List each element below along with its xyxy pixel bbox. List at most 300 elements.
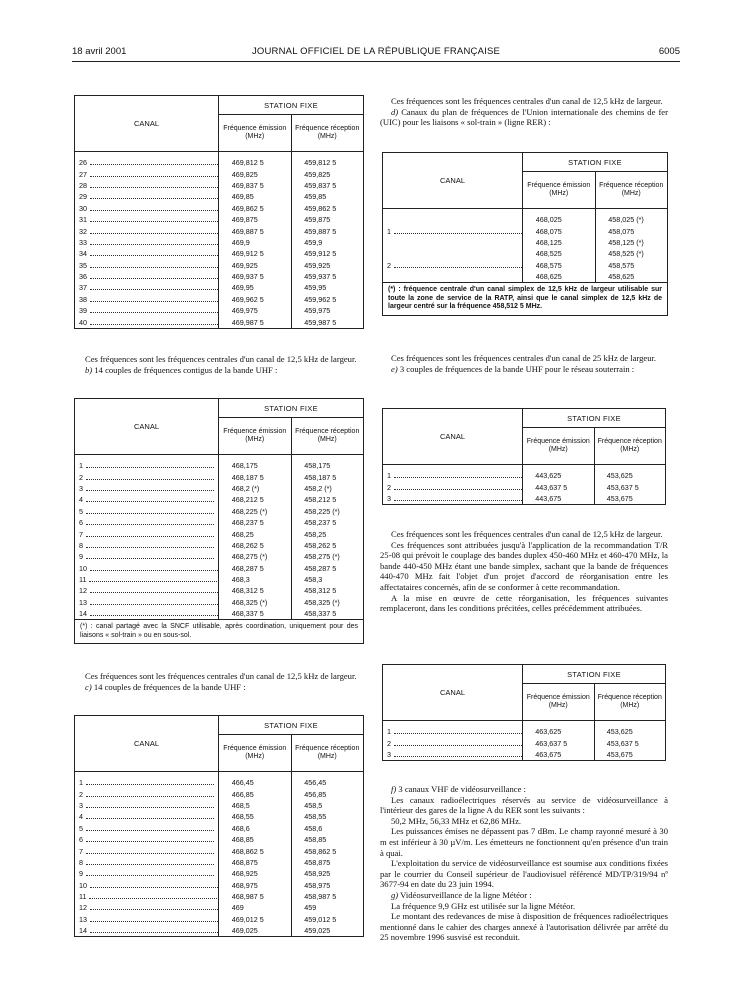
reception-cell (291, 788, 364, 799)
dot-leader (90, 181, 218, 188)
table-row (75, 506, 364, 517)
emission-cell (219, 902, 292, 913)
emission-cell (219, 248, 292, 259)
canal-cell (75, 891, 219, 902)
reception-frequency: 458,987 5 (304, 892, 337, 902)
canal-header: CANAL (75, 399, 219, 455)
table-row (75, 880, 364, 891)
canal-number: 28 (79, 180, 87, 190)
reception-frequency: 458,337 5 (304, 609, 337, 619)
section-letter: e) (391, 363, 398, 374)
paragraph: Ces fréquences sont les fréquences centrales d'un canal de 12,5 kHz de largeur. (391, 96, 663, 106)
reception-frequency: 458,3 (304, 575, 323, 585)
reception-cell (594, 749, 666, 761)
reception-cell (291, 294, 364, 305)
page-header (72, 46, 680, 60)
reception-cell (291, 857, 364, 868)
table-row (75, 608, 364, 620)
canal-number: 6 (79, 835, 83, 845)
canal-number: 40 (79, 317, 87, 327)
dot-leader (90, 564, 218, 571)
reception-frequency: 458,625 (608, 272, 635, 282)
canal-header: CANAL (383, 153, 523, 209)
emission-frequency: 468,625 (535, 272, 562, 282)
reception-cell (291, 168, 364, 179)
reception-frequency: 453,675 (606, 493, 633, 503)
emission-cell (219, 597, 292, 608)
canal-number: 34 (79, 249, 87, 259)
paragraph: Ces fréquences sont les fréquences centrales d'un canal de 12,5 kHz de largeur. (85, 354, 357, 364)
reception-frequency: 458,175 (304, 461, 331, 471)
emission-frequency: 443,637 5 (535, 482, 568, 492)
table-row (75, 180, 364, 191)
canal-number: 13 (79, 914, 87, 924)
reception-frequency: 458,225 (*) (304, 506, 340, 516)
emission-cell (219, 203, 292, 214)
emission-cell (523, 237, 596, 248)
emission-cell (219, 925, 292, 937)
emission-frequency: 468,975 (231, 880, 258, 890)
canal-number: 7 (79, 529, 83, 539)
emission-frequency: 469,837 5 (231, 180, 264, 190)
canal-cell (75, 868, 219, 879)
canal-cell (75, 834, 219, 845)
canal-number: 10 (79, 563, 87, 573)
section-letter: f) (391, 784, 397, 794)
emission-frequency: 468,125 (535, 237, 562, 247)
reception-frequency: 459,95 (304, 283, 327, 293)
emission-frequency: 468,187 5 (231, 472, 264, 482)
emission-frequency: 469,987 5 (231, 317, 264, 327)
dot-leader (90, 598, 218, 605)
reception-cell (291, 237, 364, 248)
emission-frequency: 468,6 (231, 823, 250, 833)
reception-cell (291, 248, 364, 259)
reception-frequency: 453,675 (606, 749, 633, 759)
dot-leader (90, 881, 218, 888)
emission-frequency: 469 (231, 903, 244, 913)
dot-leader (86, 869, 214, 876)
canal-cell (75, 168, 219, 179)
reception-cell (291, 214, 364, 225)
section-g-heading (380, 890, 668, 901)
table-row (383, 737, 666, 748)
reception-frequency: 458,575 (608, 260, 635, 270)
emission-cell (219, 868, 292, 879)
canal-cell (383, 737, 523, 748)
table-row (75, 494, 364, 505)
reception-frequency: 458,6 (304, 823, 323, 833)
canal-cell (75, 597, 219, 608)
canal-number: 7 (79, 846, 83, 856)
canal-cell (75, 585, 219, 596)
emission-frequency: 468,85 (231, 835, 254, 845)
reception-cell (291, 914, 364, 925)
canal-number: 1 (79, 461, 83, 471)
paragraph: A la mise en œuvre de cette réorganisation, les fréquences suivantes remplaceront, dans les conditions précitées, celles précédemment attribuées. (380, 592, 668, 614)
canal-cell (75, 925, 219, 937)
emission-frequency: 443,675 (535, 493, 562, 503)
reception-frequency: 453,637 5 (606, 738, 639, 748)
canal-cell (75, 294, 219, 305)
canal-number: 31 (79, 215, 87, 225)
canal-number: 5 (79, 506, 83, 516)
emission-frequency: 443,625 (535, 471, 562, 481)
table-row (75, 483, 364, 494)
table-d-footnote: (*) : fréquence centrale d'un canal simplex de 12,5 kHz de largeur utilisable sur toute la zone de service de la RATP, ainsi que le canal simplex de 12,5 kHz de largeur centré sur la fréquence 458,512 5 MHz. (383, 283, 668, 316)
emission-cell (219, 180, 292, 191)
emission-header: Fréquence émission (MHz) (219, 735, 292, 772)
canal-cell (75, 180, 219, 191)
reception-frequency: 459,825 (304, 169, 331, 179)
dot-leader (394, 727, 522, 734)
reception-cell (291, 483, 364, 494)
emission-cell (523, 737, 595, 748)
header-rule (72, 61, 680, 62)
reception-frequency: 458,875 (304, 857, 331, 867)
reception-frequency: 459,875 (304, 215, 331, 225)
emission-cell (219, 608, 292, 620)
reception-frequency: 458,125 (*) (608, 237, 644, 247)
table-row (75, 225, 364, 236)
emission-frequency: 468,287 5 (231, 563, 264, 573)
reception-frequency: 459,987 5 (304, 317, 337, 327)
table-row (75, 528, 364, 539)
paragraph: La fréquence 9,9 GHz est utilisée sur la ligne Météor. (391, 900, 575, 911)
canal-number: 2 (79, 472, 83, 482)
reception-cell (291, 528, 364, 539)
emission-cell (219, 551, 292, 562)
reception-frequency: 453,625 (606, 471, 633, 481)
dot-leader (394, 261, 522, 268)
reception-cell (594, 481, 666, 492)
table-row (75, 811, 364, 822)
reception-cell (291, 271, 364, 282)
dot-leader (394, 483, 522, 490)
section-text: 14 couples de fréquences de la bande UHF : (91, 681, 246, 692)
dot-leader (90, 586, 218, 593)
table-row (75, 823, 364, 834)
canal-cell (75, 506, 219, 517)
reception-cell (291, 868, 364, 879)
dot-leader (86, 801, 214, 808)
emission-frequency: 468,575 (535, 260, 562, 270)
canal-cell (75, 823, 219, 834)
reception-frequency: 458,55 (304, 812, 327, 822)
table-row (75, 834, 364, 845)
emission-frequency: 468,175 (231, 461, 258, 471)
dot-leader (86, 518, 214, 525)
canal-number: 1 (387, 471, 391, 481)
canal-cell (75, 914, 219, 925)
canal-number: 10 (79, 880, 87, 890)
dot-leader (86, 461, 214, 468)
canal-cell (75, 316, 219, 328)
canal-number: 29 (79, 192, 87, 202)
text-block-r2 (380, 353, 668, 374)
canal-cell (75, 528, 219, 539)
canal-cell (383, 214, 523, 225)
canal-number: 37 (79, 283, 87, 293)
reception-header: Fréquence réception (MHz) (295, 745, 360, 760)
section-e-heading (380, 364, 668, 375)
emission-cell (219, 891, 292, 902)
emission-frequency: 469,975 (231, 306, 258, 316)
canal-cell (383, 726, 523, 737)
canal-cell (383, 470, 523, 481)
reception-frequency: 453,637 5 (606, 482, 639, 492)
emission-frequency: 469,9 (231, 237, 250, 247)
emission-frequency: 469,912 5 (231, 249, 264, 259)
dot-leader (90, 306, 218, 313)
emission-frequency: 468,862 5 (231, 846, 264, 856)
reception-frequency: 459,975 (304, 306, 331, 316)
emission-cell (219, 880, 292, 891)
dot-leader (90, 192, 218, 199)
canal-cell (75, 800, 219, 811)
emission-frequency: 463,637 5 (535, 738, 568, 748)
canal-cell (75, 460, 219, 471)
canal-number: 32 (79, 226, 87, 236)
reception-frequency: 458,925 (304, 869, 331, 879)
reception-cell (291, 925, 364, 937)
canal-number: 12 (79, 586, 87, 596)
canal-cell (75, 811, 219, 822)
reception-cell (595, 225, 668, 236)
emission-frequency: 469,85 (231, 192, 254, 202)
table-row (75, 845, 364, 856)
emission-cell (219, 294, 292, 305)
canal-number: 1 (387, 727, 391, 737)
emission-cell (523, 271, 596, 283)
reception-cell (291, 902, 364, 913)
dot-leader (86, 812, 214, 819)
canal-cell (383, 749, 523, 761)
dot-leader (86, 552, 214, 559)
reception-cell (291, 811, 364, 822)
reception-cell (291, 608, 364, 620)
emission-frequency: 469,887 5 (231, 226, 264, 236)
canal-number: 2 (79, 789, 83, 799)
reception-cell (291, 597, 364, 608)
emission-frequency: 468,262 5 (231, 540, 264, 550)
canal-number: 3 (79, 483, 83, 493)
reception-cell (291, 777, 364, 788)
dot-leader (90, 283, 218, 290)
section-text: 14 couples de fréquences contigus de la bande UHF : (92, 364, 278, 375)
emission-cell (219, 483, 292, 494)
section-text: Vidéosurveillance de la ligne Météor : (398, 889, 532, 900)
paragraph: Les puissances émises ne dépassent pas 7 dBm. Le champ rayonné mesuré à 30 m est inférieur à 30 µV/m. Les émetteurs ne fonctionnent qu'en présence d'un train à quai. (380, 826, 668, 858)
reception-frequency: 459 (304, 903, 317, 913)
reception-cell (291, 260, 364, 271)
emission-cell (219, 528, 292, 539)
reception-cell (291, 157, 364, 168)
table-row (75, 271, 364, 282)
reception-frequency: 458,187 5 (304, 472, 337, 482)
table-row (75, 777, 364, 788)
emission-frequency: 468,075 (535, 226, 562, 236)
reception-cell (291, 845, 364, 856)
dot-leader (86, 473, 214, 480)
table-row (383, 225, 668, 236)
station-fixe-header: STATION FIXE (219, 96, 364, 115)
dot-leader (90, 915, 218, 922)
table-row (75, 305, 364, 316)
frequency-table-d (382, 152, 668, 316)
table-row (75, 925, 364, 937)
dot-leader (394, 750, 522, 757)
canal-cell (75, 225, 219, 236)
emission-frequency: 468,225 (*) (231, 506, 268, 516)
emission-frequency: 468,025 (535, 215, 562, 225)
reception-cell (291, 225, 364, 236)
section-c-heading (74, 682, 364, 693)
reception-frequency: 458,325 (*) (304, 597, 340, 607)
station-fixe-header: STATION FIXE (219, 716, 364, 735)
canal-number: 11 (79, 892, 87, 902)
table-row (383, 470, 666, 481)
canal-header: CANAL (383, 409, 523, 465)
frequency-table-b (74, 398, 364, 644)
canal-cell (75, 305, 219, 316)
dot-leader (90, 261, 218, 268)
table-row (75, 551, 364, 562)
table-row (75, 868, 364, 879)
canal-cell (383, 481, 523, 492)
table-row (383, 248, 668, 259)
emission-header: Fréquence émission (MHz) (219, 418, 292, 455)
text-block-r4 (380, 784, 668, 943)
emission-header: Fréquence émission (MHz) (523, 684, 595, 721)
canal-cell (75, 517, 219, 528)
table-row (75, 517, 364, 528)
emission-frequency: 463,625 (535, 727, 562, 737)
emission-cell (219, 305, 292, 316)
canal-cell (75, 271, 219, 282)
emission-cell (219, 823, 292, 834)
emission-header: Fréquence émission (MHz) (523, 428, 595, 465)
emission-frequency: 469,962 5 (231, 294, 264, 304)
reception-frequency: 458,025 (*) (608, 215, 644, 225)
emission-frequency: 469,862 5 (231, 203, 264, 213)
canal-number: 3 (387, 749, 391, 759)
emission-cell (219, 316, 292, 328)
table-row (75, 891, 364, 902)
emission-frequency: 468,3 (231, 575, 250, 585)
canal-cell (75, 191, 219, 202)
canal-cell (383, 271, 523, 283)
table-row (75, 260, 364, 271)
dot-leader (86, 847, 214, 854)
section-text: 3 canaux VHF de vidéosurveillance : (396, 784, 526, 794)
text-block-r1 (380, 96, 668, 128)
canal-number: 33 (79, 237, 87, 247)
emission-frequency: 468,5 (231, 800, 250, 810)
reception-frequency: 459,962 5 (304, 294, 337, 304)
emission-cell (219, 540, 292, 551)
emission-cell (219, 460, 292, 471)
canal-header: CANAL (75, 716, 219, 772)
paragraph: L'exploitation du service de vidéosurveillance est soumise aux conditions fixées par le courrier du Conseil supérieur de l'audiovisuel référencé MD/TP/319/94 nº 3677-94 en date du 23 juin 1994. (380, 858, 668, 890)
table-row (383, 237, 668, 248)
dot-leader (90, 204, 218, 211)
reception-header: Fréquence réception (MHz) (599, 182, 664, 197)
emission-cell (219, 517, 292, 528)
paragraph: Les canaux radioélectriques réservés au service de vidéosurveillance à l'intérieur des gares de la ligne A du RER sont les suivants : (380, 794, 668, 816)
paragraph: Ces fréquences sont les fréquences centrales d'un canal de 12,5 kHz de largeur. (391, 529, 663, 539)
dot-leader (90, 227, 218, 234)
reception-cell (595, 237, 668, 248)
emission-cell (523, 749, 595, 761)
reception-cell (595, 248, 668, 259)
emission-cell (219, 237, 292, 248)
reception-frequency: 458,862 5 (304, 846, 337, 856)
table-row (75, 902, 364, 913)
section-letter: d) (391, 106, 399, 117)
reception-cell (291, 305, 364, 316)
reception-frequency: 458,975 (304, 880, 331, 890)
reception-frequency: 458,25 (304, 529, 327, 539)
reception-cell (291, 585, 364, 596)
section-letter: c) (85, 681, 92, 692)
reception-frequency: 458,287 5 (304, 563, 337, 573)
canal-cell (75, 471, 219, 482)
canal-number: 4 (79, 812, 83, 822)
emission-cell (219, 845, 292, 856)
canal-number: 30 (79, 203, 87, 213)
frequency-table-a (74, 95, 364, 329)
dot-leader (90, 215, 218, 222)
emission-cell (523, 214, 596, 225)
table-row (383, 481, 666, 492)
table-row (75, 214, 364, 225)
table-row (75, 800, 364, 811)
reception-frequency: 458,525 (*) (608, 249, 644, 259)
reception-frequency: 459,012 5 (304, 914, 337, 924)
reception-frequency: 458,075 (608, 226, 635, 236)
emission-frequency: 468,925 (231, 869, 258, 879)
dot-leader (90, 609, 218, 616)
dot-leader (90, 295, 218, 302)
dot-leader (86, 495, 214, 502)
canal-cell (75, 540, 219, 551)
emission-cell (219, 574, 292, 585)
emission-cell (523, 481, 595, 492)
reception-cell (595, 214, 668, 225)
dot-leader (86, 835, 214, 842)
station-fixe-header: STATION FIXE (523, 153, 668, 172)
emission-frequency: 469,025 (231, 926, 258, 936)
section-b-heading (74, 365, 364, 376)
reception-frequency: 458,312 5 (304, 586, 337, 596)
canal-cell (75, 788, 219, 799)
dot-leader (90, 238, 218, 245)
canal-number: 12 (79, 903, 87, 913)
canal-number: 8 (79, 857, 83, 867)
reception-frequency: 453,625 (606, 727, 633, 737)
emission-frequency: 469,95 (231, 283, 254, 293)
emission-frequency: 466,85 (231, 789, 254, 799)
dot-leader (90, 926, 218, 933)
table-b-footnote: (*) : canal partagé avec la SNCF utilisable, après coordination, uniquement pour des liaisons « sol-train » ou en sous-sol. (75, 620, 364, 644)
reception-frequency: 459,812 5 (304, 158, 337, 168)
canal-cell (75, 608, 219, 620)
reception-header: Fréquence réception (MHz) (597, 438, 662, 453)
reception-cell (291, 551, 364, 562)
paragraph: Le montant des redevances de mise à disposition de fréquences radioélectriques mentionné dans le cahier des charges annexé à l'autorisation délivrée par arrêté du 25 novembre 1996 susvisé est reconduit. (380, 911, 668, 943)
canal-number: 5 (79, 823, 83, 833)
